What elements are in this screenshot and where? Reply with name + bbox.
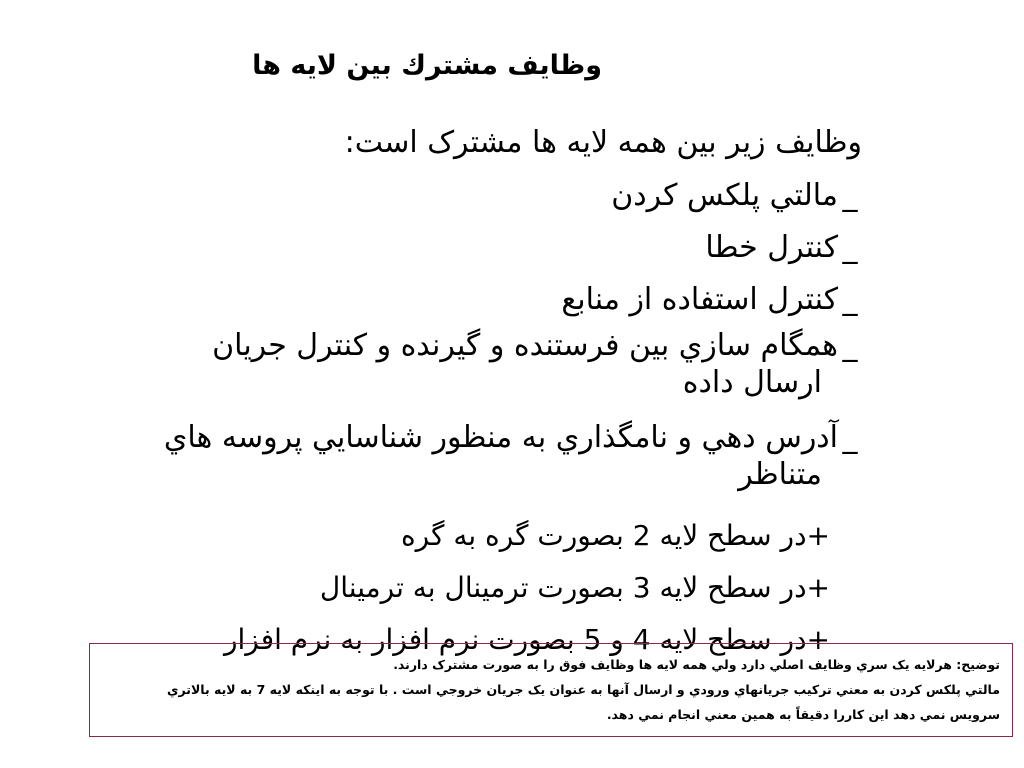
bullet-marker: _: [842, 420, 858, 455]
bullet-item: [22, 222, 862, 274]
intro-line: وظايف زير بين همه لايه ها مشترک است:: [344, 125, 862, 160]
bullet-text: مالتي پلکس کردن: [611, 178, 838, 213]
bullet-marker: _: [842, 328, 858, 363]
bullet-text: کنترل استفاده از منابع: [561, 282, 838, 317]
sub-item: +در سطح لايه 3 بصورت ترمينال به ترمينال: [319, 571, 830, 604]
bullet-marker: _: [842, 178, 858, 213]
sub-item: +در سطح لايه 4 و 5 بصورت نرم افزار به نرم افزار: [223, 623, 830, 656]
bullet-list: [22, 116, 862, 666]
sub-item: +در سطح لايه 2 بصورت گره به گره: [401, 519, 830, 552]
bullet-item: [22, 326, 862, 366]
bullet-text: کنترل خطا: [705, 230, 838, 265]
bullet-marker: _: [842, 282, 858, 317]
bullet-continuation: متناظر: [738, 457, 822, 492]
bullet-text: آدرس دهي و نامگذاري به منظور شناسايي پروسه هاي: [163, 420, 838, 455]
bullet-marker: _: [842, 230, 858, 265]
note-box: [89, 643, 1013, 737]
note-line: مالتي پلکس کردن به معني ترکيب جريانهاي ورودي و ارسال آنها به عنوان يک جريان خروجي است . با توجه به اينکه لايه 7 به لايه بالاتري: [167, 682, 1000, 697]
bullet-item: [22, 274, 862, 326]
note-line: سرويس نمي دهد اين کاررا دقيقاً به همين معني انجام نمي دهد.: [606, 707, 1000, 722]
bullet-item: [22, 418, 862, 458]
bullet-text: همگام سازي بين فرستنده و گيرنده و کنترل جريان: [212, 328, 838, 363]
bullet-item: [22, 170, 862, 222]
slide-title: وظايف مشترك بين لايه ها: [252, 50, 602, 81]
note-line: توضيح: هرلايه يک سري وظايف اصلي دارد ولي همه لايه ها وظايف فوق را به صورت مشترک دارند.: [393, 657, 1000, 672]
bullet-continuation: ارسال داده: [682, 365, 822, 400]
